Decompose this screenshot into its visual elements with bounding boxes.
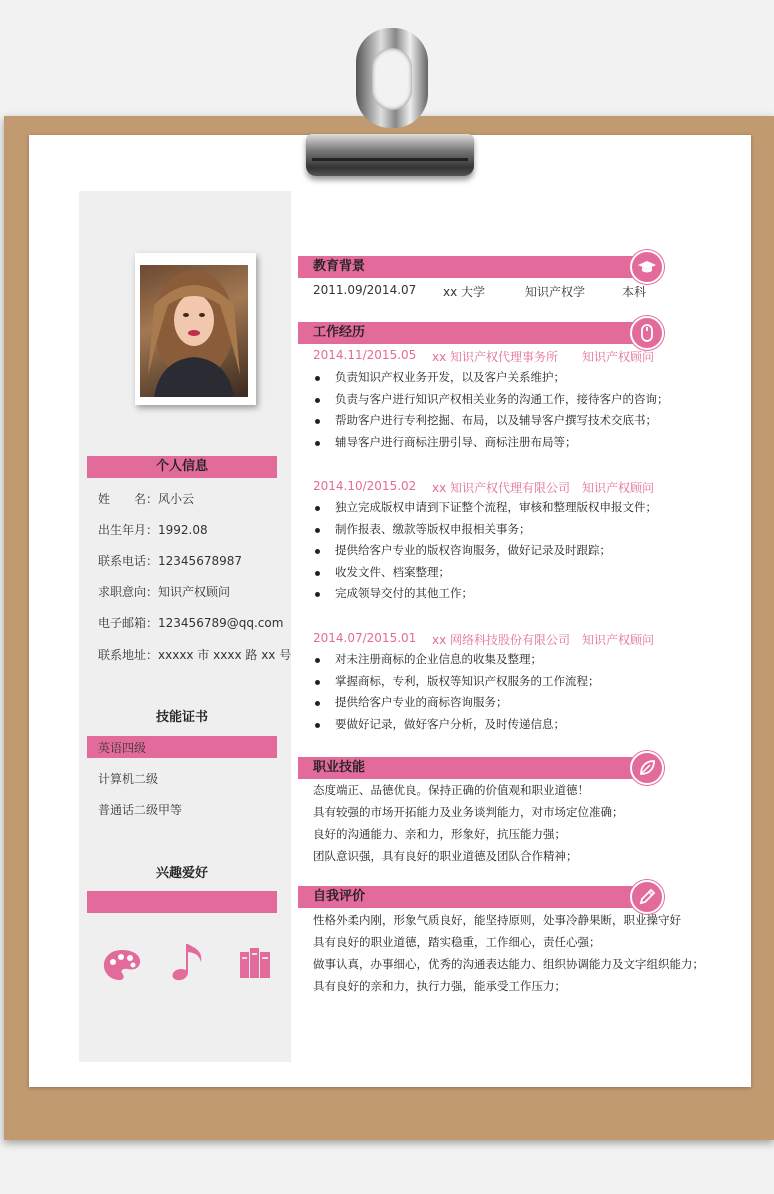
duty-item: 提供给客户专业的版权咨询服务，做好记录及时跟踪；	[313, 540, 657, 562]
binder-clip-edge	[312, 158, 468, 161]
work-title: 工作经历	[313, 325, 366, 340]
leaf-icon	[637, 758, 657, 778]
profile-photo	[140, 265, 248, 397]
mouse-icon	[637, 323, 657, 343]
personal-info-title: 个人信息	[155, 459, 208, 474]
info-label: 联系地址：	[98, 648, 159, 662]
binder-clip-icon	[306, 134, 474, 176]
self-eval-title: 自我评价	[313, 889, 366, 904]
binder-clip-hole	[372, 48, 412, 110]
pencil-icon	[637, 887, 657, 907]
job-company: xx 知识产权代理事务所	[432, 350, 559, 364]
info-label: 电子邮箱：	[98, 616, 159, 630]
self-eval-header	[298, 886, 644, 908]
self-eval-line: 具有良好的职业道德，踏实稳重，工作细心，责任心强；	[313, 935, 601, 949]
education-major: 知识产权学	[525, 285, 586, 299]
duty-item: 帮助客户进行专利挖掘、布局，以及辅导客户撰写技术交底书；	[313, 410, 669, 432]
education-badge	[630, 250, 664, 284]
pro-skills-header	[298, 757, 644, 779]
pro-skill-line: 良好的沟通能力、亲和力，形象好，抗压能力强；	[313, 827, 566, 841]
info-label: 姓 名：	[98, 492, 159, 506]
skill-item: 英语四级	[98, 741, 147, 755]
duty-item: 辅导客户进行商标注册引导、商标注册布局等；	[313, 432, 669, 454]
education-period: 2011.09/2014.07	[313, 283, 417, 297]
education-school: xx 大学	[443, 285, 486, 299]
self-eval-line: 做事认真，办事细心，优秀的沟通表达能力、组织协调能力及文字组织能力；	[313, 957, 704, 971]
job-period: 2014.10/2015.02	[313, 479, 417, 493]
palette-icon	[102, 948, 142, 982]
education-degree: 本科	[622, 285, 647, 299]
pro-skills-title: 职业技能	[313, 760, 366, 775]
skills-cert-title: 技能证书	[155, 710, 208, 725]
pro-skill-line: 态度端正、品德优良。保持正确的价值观和职业道德！	[313, 783, 589, 797]
job-period: 2014.07/2015.01	[313, 631, 417, 645]
work-badge	[630, 316, 664, 350]
pro-skill-line: 具有较强的市场开拓能力及业务谈判能力，对市场定位准确；	[313, 805, 624, 819]
job-duties	[313, 497, 657, 605]
hobbies-title: 兴趣爱好	[155, 866, 208, 881]
duty-item: 完成领导交付的其他工作；	[313, 583, 657, 605]
info-value: 1992.08	[158, 523, 208, 537]
job-position: 知识产权顾问	[582, 633, 655, 647]
job-position: 知识产权顾问	[582, 350, 655, 364]
job-position: 知识产权顾问	[582, 481, 655, 495]
info-value: 风小云	[158, 492, 195, 506]
job-company: xx 网络科技股份有限公司	[432, 633, 571, 647]
books-icon	[238, 944, 274, 980]
info-intention	[98, 583, 230, 600]
pro-skills-badge	[630, 751, 664, 785]
duty-item: 独立完成版权申请到下证整个流程，审核和整理版权申报文件；	[313, 497, 657, 519]
skill-item: 计算机二级	[98, 772, 159, 786]
personal-info-header	[87, 456, 277, 478]
job-duties	[313, 649, 600, 735]
info-birth	[98, 521, 208, 538]
music-note-icon	[170, 940, 206, 982]
skill-item: 普通话二级甲等	[98, 803, 183, 817]
info-value: 123456789@qq.com	[158, 616, 284, 630]
duty-item: 要做好记录，做好客户分析，及时传递信息；	[313, 714, 600, 736]
portrait-icon	[140, 265, 248, 397]
profile-photo-frame	[135, 253, 256, 405]
job-duties	[313, 367, 669, 453]
self-eval-line: 性格外柔内刚，形象气质良好，能坚持原则，处事冷静果断，职业操守好	[313, 913, 681, 927]
job-company: xx 知识产权代理有限公司	[432, 481, 571, 495]
hobbies-bar	[87, 891, 277, 913]
education-title: 教育背景	[313, 259, 366, 274]
duty-item: 对未注册商标的企业信息的收集及整理；	[313, 649, 600, 671]
info-label: 求职意向：	[98, 585, 159, 599]
self-eval-list	[313, 909, 704, 997]
job-period: 2014.11/2015.05	[313, 348, 417, 362]
duty-item: 制作报表、缴款等版权申报相关事务；	[313, 519, 657, 541]
info-label: 出生年月：	[98, 523, 159, 537]
info-label: 联系电话：	[98, 554, 159, 568]
info-name	[98, 490, 194, 507]
pro-skills-list	[313, 779, 624, 867]
info-value: 知识产权顾问	[158, 585, 231, 599]
info-phone	[98, 552, 242, 569]
duty-item: 收发文件、档案整理；	[313, 562, 657, 584]
duty-item: 负责与客户进行知识产权相关业务的沟通工作，接待客户的咨询；	[313, 389, 669, 411]
info-email	[98, 614, 283, 631]
duty-item: 负责知识产权业务开发，以及客户关系维护；	[313, 367, 669, 389]
self-eval-line: 具有良好的亲和力，执行力强，能承受工作压力；	[313, 979, 566, 993]
info-value: 12345678987	[158, 554, 242, 568]
duty-item: 掌握商标，专利，版权等知识产权服务的工作流程；	[313, 671, 600, 693]
duty-item: 提供给客户专业的商标咨询服务；	[313, 692, 600, 714]
info-value: xxxxx 市 xxxx 路 xx 号	[158, 648, 292, 662]
education-header	[298, 256, 644, 278]
graduation-cap-icon	[637, 257, 657, 277]
work-header	[298, 322, 644, 344]
pro-skill-line: 团队意识强，具有良好的职业道德及团队合作精神；	[313, 849, 578, 863]
info-address	[98, 646, 291, 663]
